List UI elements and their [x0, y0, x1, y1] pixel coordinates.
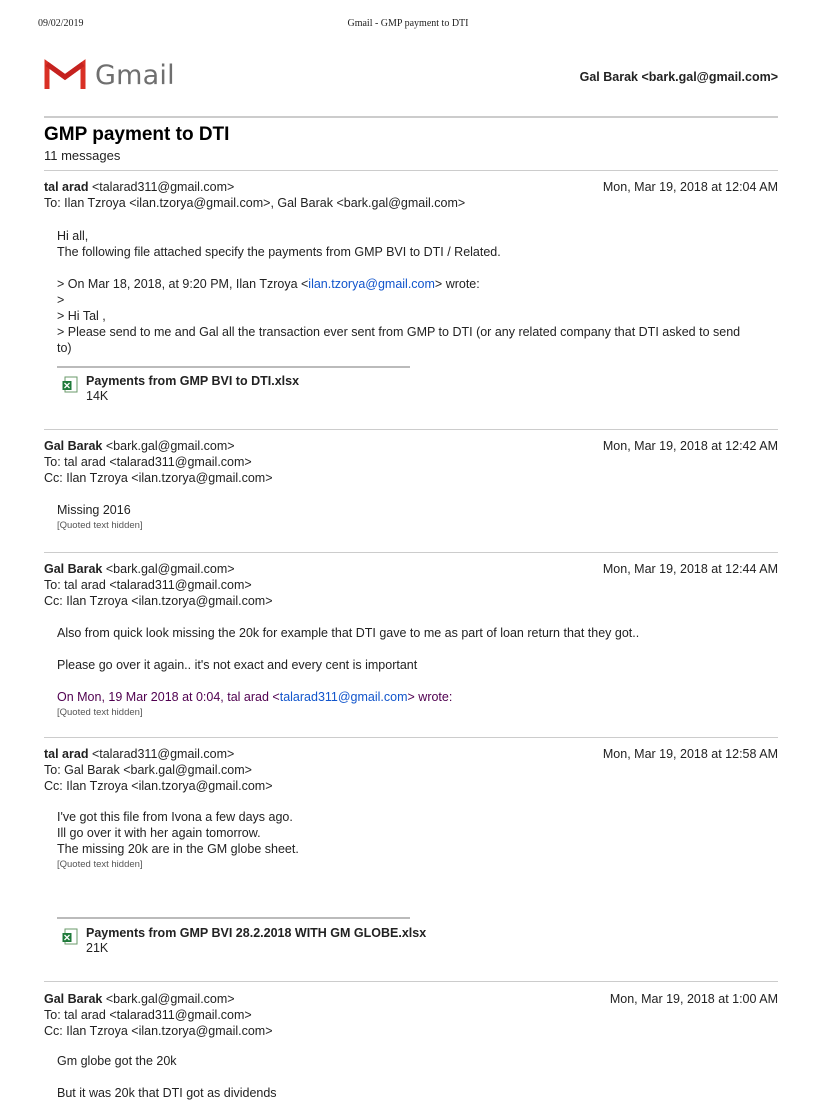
- sender-email: <bark.gal@gmail.com>: [105, 992, 235, 1006]
- excel-file-icon: [62, 928, 78, 946]
- body-line: The missing 20k are in the GM globe sheet.: [57, 842, 299, 856]
- divider: [44, 170, 778, 171]
- body-line: > On Mar 18, 2018, at 9:20 PM, Ilan Tzroya <ilan.tzorya@gmail.com> wrote:: [57, 277, 480, 291]
- message-body: [57, 625, 756, 721]
- message-date: Mon, Mar 19, 2018 at 12:42 AM: [602, 439, 778, 453]
- message-header: [44, 438, 778, 486]
- message-body: [57, 502, 756, 534]
- body-line: > Hi Tal ,: [57, 309, 106, 323]
- print-date: 09/02/2019: [38, 18, 84, 29]
- gmail-envelope-icon: [44, 59, 86, 91]
- body-line: The following file attached specify the payments from GMP BVI to DTI / Related.: [57, 245, 501, 259]
- sender-name: Gal Barak: [44, 992, 103, 1006]
- account-label: Gal Barak <bark.gal@gmail.com>: [579, 70, 778, 84]
- attachment-name[interactable]: Payments from GMP BVI to DTI.xlsx: [86, 374, 300, 388]
- divider: [44, 981, 778, 982]
- sender-name: tal arad: [44, 747, 89, 761]
- message-date: Mon, Mar 19, 2018 at 12:04 AM: [602, 180, 778, 194]
- sender-email: <bark.gal@gmail.com>: [105, 562, 235, 576]
- message-header: [44, 746, 778, 794]
- gmail-logo: [44, 58, 175, 92]
- recipients-cc: Cc: Ilan Tzroya <ilan.tzorya@gmail.com>: [44, 779, 273, 793]
- body-line: > Please send to me and Gal all the transaction ever sent from GMP to DTI (or any related company that DTI asked to send to): [57, 325, 741, 355]
- sender-name: Gal Barak: [44, 562, 103, 576]
- message-date: Mon, Mar 19, 2018 at 12:44 AM: [602, 562, 778, 576]
- message-body: [57, 1053, 756, 1101]
- attachment[interactable]: [62, 926, 426, 956]
- sender-email: <talarad311@gmail.com>: [91, 747, 235, 761]
- recipients-to: To: Gal Barak <bark.gal@gmail.com>: [44, 763, 252, 777]
- attachment-name[interactable]: Payments from GMP BVI 28.2.2018 WITH GM GLOBE.xlsx: [86, 926, 427, 940]
- recipients-to: To: tal arad <talarad311@gmail.com>: [44, 1008, 252, 1022]
- attachment[interactable]: [62, 374, 299, 404]
- sender-name: Gal Barak: [44, 439, 103, 453]
- quoted-text-hidden[interactable]: [Quoted text hidden]: [57, 520, 143, 531]
- recipients-cc: Cc: Ilan Tzroya <ilan.tzorya@gmail.com>: [44, 471, 273, 485]
- print-title: Gmail - GMP payment to DTI: [347, 18, 469, 29]
- message-date: Mon, Mar 19, 2018 at 1:00 AM: [609, 992, 778, 1006]
- message-body: [57, 228, 756, 356]
- message-count: 11 messages: [44, 148, 121, 163]
- body-line: Hi all,: [57, 229, 89, 243]
- divider: [44, 552, 778, 553]
- quote-intro: On Mon, 19 Mar 2018 at 0:04, tal arad <talarad311@gmail.com> wrote:: [57, 690, 453, 704]
- body-line: But it was 20k that DTI got as dividends: [57, 1086, 277, 1100]
- print-header: [38, 18, 778, 32]
- body-line: Also from quick look missing the 20k for example that DTI gave to me as part of loan return that they got..: [57, 626, 640, 640]
- attachment-size: 14K: [86, 389, 109, 403]
- gmail-wordmark: Gmail: [95, 59, 175, 91]
- body-line: I've got this file from Ivona a few days ago.: [57, 810, 293, 824]
- recipients-to: To: Ilan Tzroya <ilan.tzorya@gmail.com>, Gal Barak <bark.gal@gmail.com>: [44, 196, 466, 210]
- recipients-to: To: tal arad <talarad311@gmail.com>: [44, 578, 252, 592]
- divider: [44, 737, 778, 738]
- recipients-cc: Cc: Ilan Tzroya <ilan.tzorya@gmail.com>: [44, 1024, 273, 1038]
- body-line: Please go over it again.. it's not exact and every cent is important: [57, 658, 418, 672]
- message-header: [44, 179, 778, 211]
- recipients-to: To: tal arad <talarad311@gmail.com>: [44, 455, 252, 469]
- message-header: [44, 991, 778, 1039]
- body-line: Missing 2016: [57, 503, 131, 517]
- attachment-size: 21K: [86, 941, 109, 955]
- sender-email: <bark.gal@gmail.com>: [105, 439, 235, 453]
- sender-name: tal arad: [44, 180, 89, 194]
- sender-email: <talarad311@gmail.com>: [91, 180, 235, 194]
- message-header: [44, 561, 778, 609]
- message-body: [57, 809, 756, 873]
- message-date: Mon, Mar 19, 2018 at 12:58 AM: [602, 747, 778, 761]
- recipients-cc: Cc: Ilan Tzroya <ilan.tzorya@gmail.com>: [44, 594, 273, 608]
- excel-file-icon: [62, 376, 78, 394]
- body-line: Ill go over it with her again tomorrow.: [57, 826, 261, 840]
- body-line: Gm globe got the 20k: [57, 1054, 177, 1068]
- attachment-divider: [57, 366, 410, 368]
- email-link[interactable]: talarad311@gmail.com: [279, 690, 408, 704]
- quoted-text-hidden[interactable]: [Quoted text hidden]: [57, 859, 143, 870]
- attachment-divider: [57, 917, 410, 919]
- email-link[interactable]: ilan.tzorya@gmail.com: [308, 277, 435, 291]
- thread-subject: GMP payment to DTI: [44, 124, 230, 145]
- quoted-text-hidden[interactable]: [Quoted text hidden]: [57, 707, 143, 718]
- divider: [44, 116, 778, 118]
- body-line: >: [57, 293, 65, 307]
- divider: [44, 429, 778, 430]
